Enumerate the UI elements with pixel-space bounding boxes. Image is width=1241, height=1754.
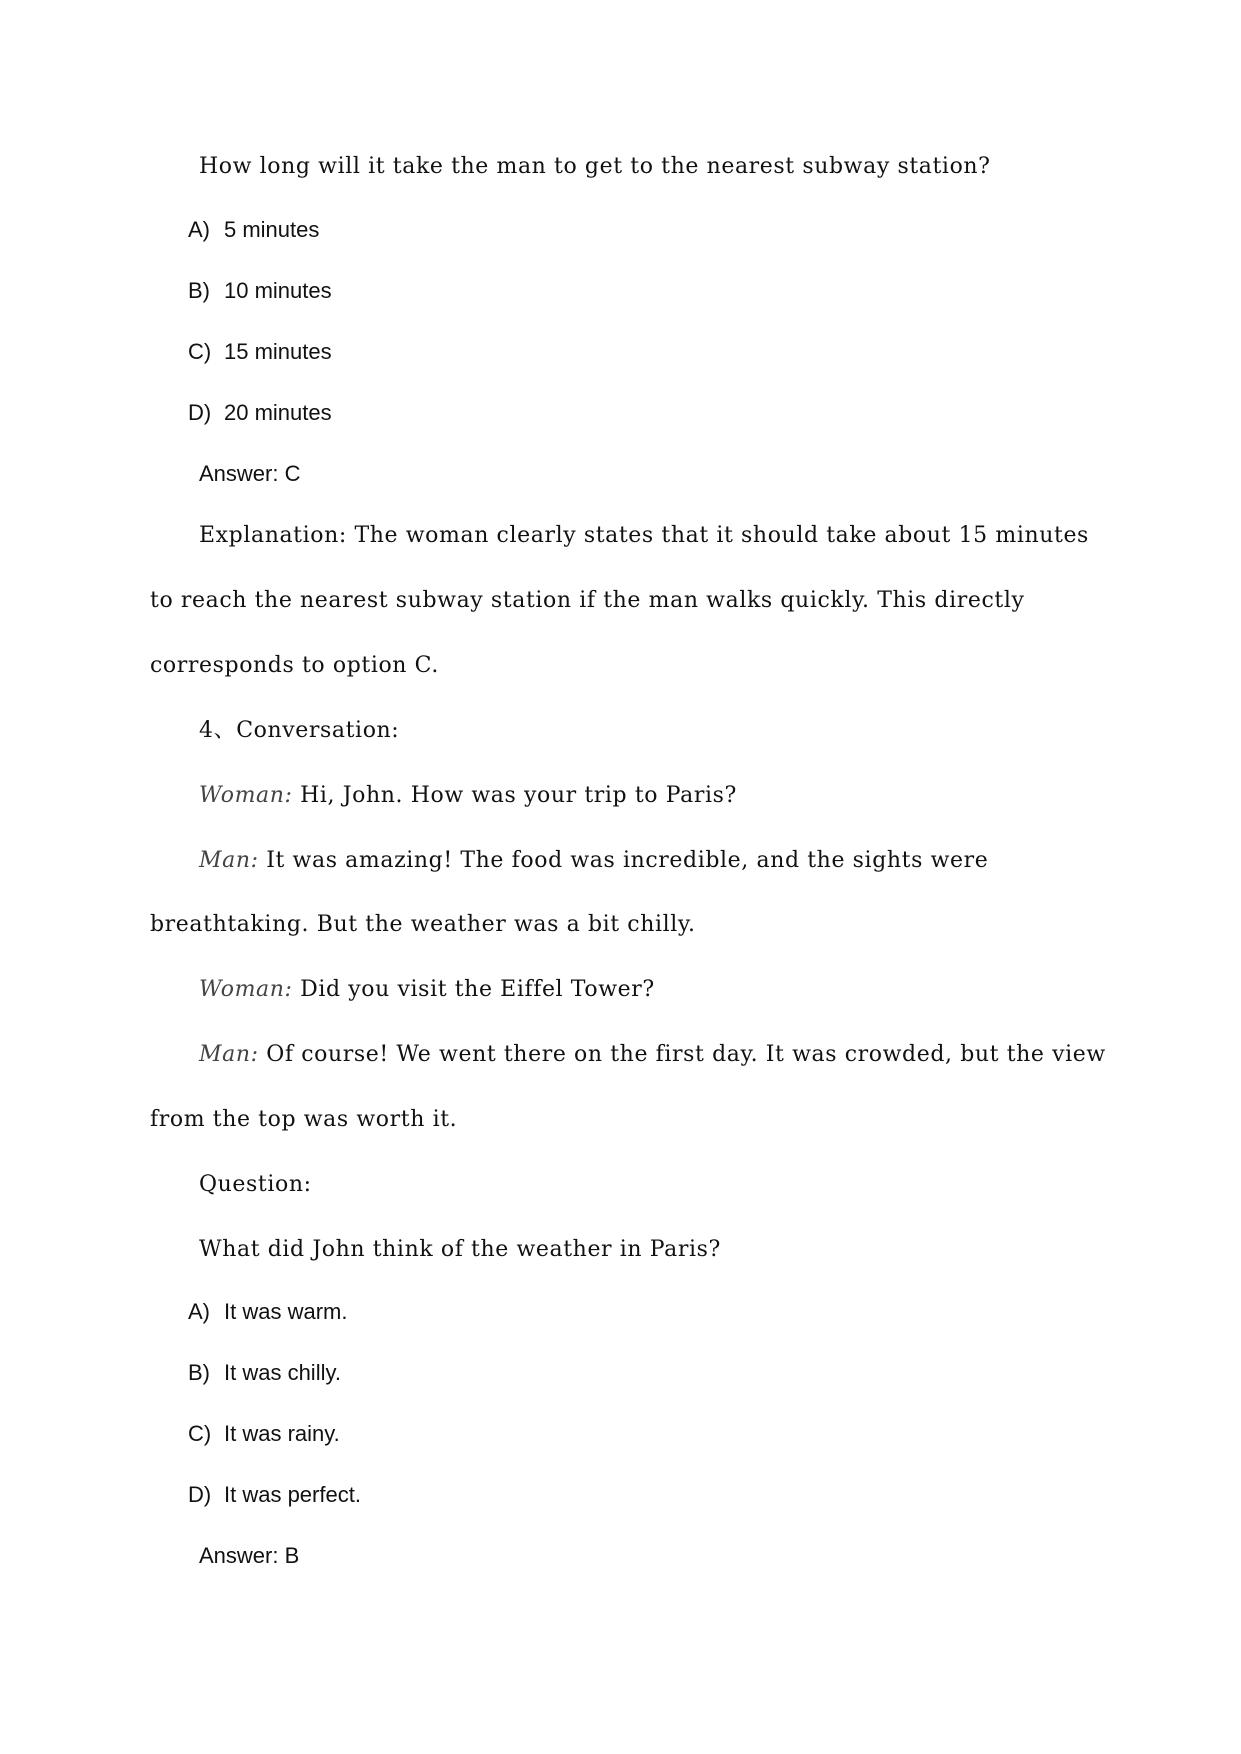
dialogue-line-man-1-continued: breathtaking. But the weather was a bit chilly.: [150, 912, 696, 937]
q4-question: What did John think of the weather in Paris?: [199, 1237, 721, 1262]
dialogue-text: Did you visit the Eiffel Tower?: [292, 977, 655, 1002]
option-letter: C): [188, 1421, 212, 1446]
option-text: It was perfect.: [224, 1482, 361, 1507]
option-text: 20 minutes: [224, 400, 332, 425]
option-letter: B): [188, 1360, 210, 1385]
option-letter: B): [188, 278, 210, 303]
q4-heading: 4、Conversation:: [199, 718, 400, 743]
option-letter: D): [188, 1482, 212, 1507]
q3-explanation-line-1: Explanation: The woman clearly states that it should take about 15 minutes: [199, 523, 1089, 548]
q4-answer: Answer: B: [199, 1543, 300, 1568]
q3-question: How long will it take the man to get to the nearest subway station?: [199, 154, 991, 179]
dialogue-line-man-2: [199, 1040, 1106, 1070]
option-letter: A): [188, 217, 210, 242]
dialogue-text: Of course! We went there on the first day. It was crowded, but the view: [258, 1042, 1106, 1067]
option-letter: D): [188, 400, 212, 425]
dialogue-line-woman-1: [199, 781, 737, 811]
option-text: It was warm.: [224, 1299, 348, 1324]
dialogue-line-man-2-continued: from the top was worth it.: [150, 1107, 458, 1132]
speaker-label: Woman:: [199, 783, 293, 808]
speaker-label: Woman:: [199, 977, 293, 1002]
option-text: It was rainy.: [224, 1421, 340, 1446]
dialogue-text: Hi, John. How was your trip to Paris?: [292, 783, 737, 808]
q4-question-label: Question:: [199, 1172, 312, 1197]
option-text: It was chilly.: [224, 1360, 341, 1385]
option-letter: A): [188, 1299, 210, 1324]
q3-explanation-line-2: to reach the nearest subway station if the man walks quickly. This directly: [150, 588, 1025, 613]
dialogue-line-woman-2: [199, 975, 655, 1005]
option-text: 5 minutes: [224, 217, 320, 242]
option-letter: C): [188, 339, 212, 364]
speaker-label: Man:: [199, 1042, 259, 1067]
q3-explanation-line-3: corresponds to option C.: [150, 653, 439, 678]
speaker-label: Man:: [199, 848, 259, 873]
option-text: 10 minutes: [224, 278, 332, 303]
q3-answer: Answer: C: [199, 461, 301, 486]
dialogue-line-man-1: [199, 846, 988, 876]
dialogue-text: It was amazing! The food was incredible, and the sights were: [258, 848, 989, 873]
option-text: 15 minutes: [224, 339, 332, 364]
